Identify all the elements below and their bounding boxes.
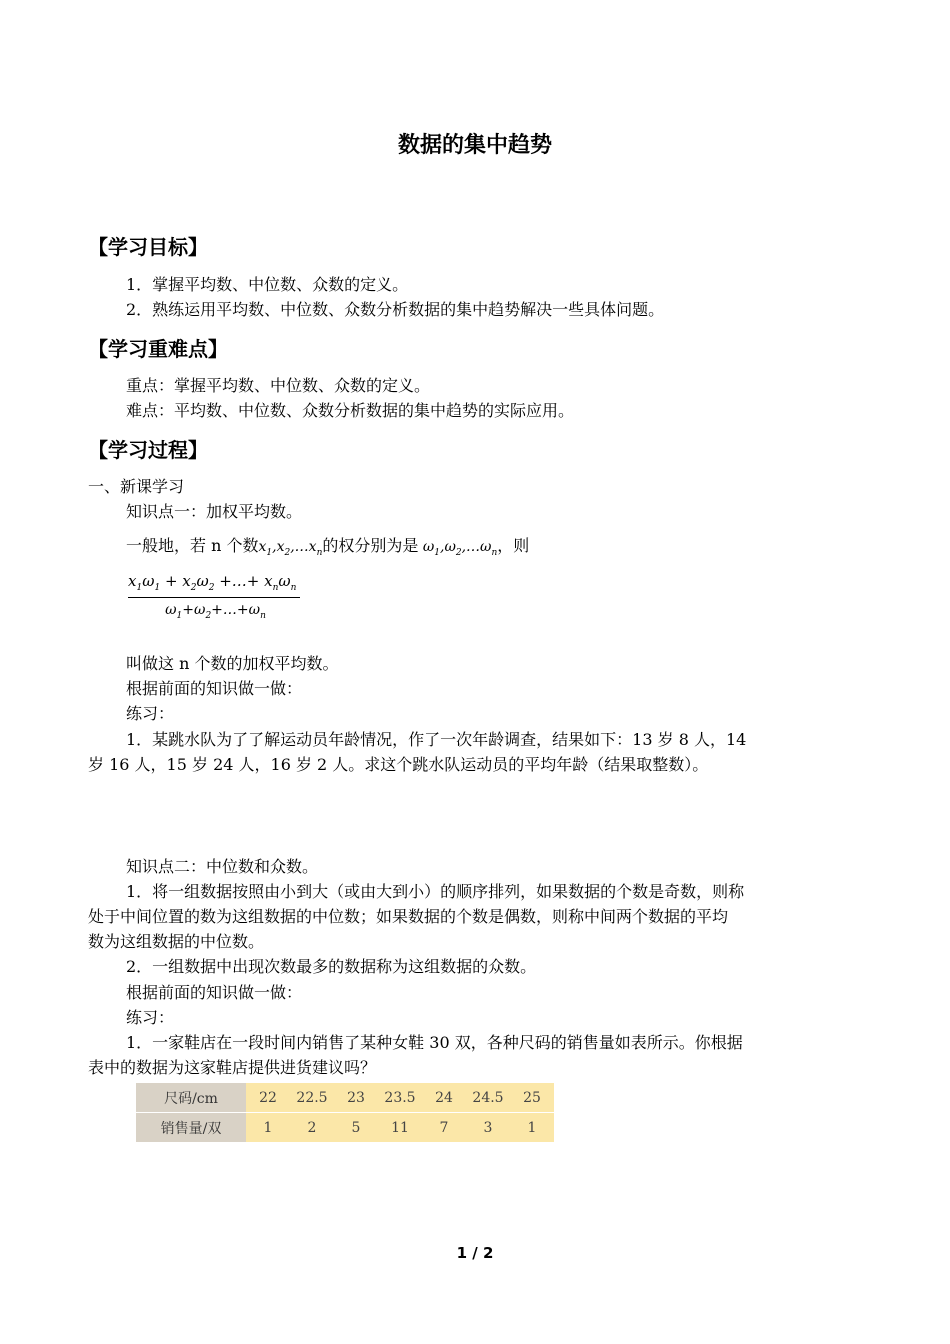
knowledge-point-2: 知识点二：中位数和众数。 [126,857,319,876]
row-header-size: 尺码/cm [136,1083,246,1113]
formula-numerator: $x_1\omega_1 + x_2\omega_2$ +…+ $x_n\omega_n$ [128,572,297,593]
knowledge-point-1: 知识点一：加权平均数。 [126,502,303,521]
sales-cell: 3 [466,1113,510,1143]
objective-2: 2．熟练运用平均数、中位数、众数分析数据的集中趋势解决一些具体问题。 [126,300,665,319]
exercise-2-line-2: 表中的数据为这家鞋店提供进货建议吗？ [88,1058,377,1077]
general-mid: 的权分别为是 [322,536,419,555]
median-def-line-3: 数为这组数据的中位数。 [88,932,265,951]
size-cell: 23 [334,1083,378,1113]
page-number: 1 / 2 [456,1244,494,1262]
formula-denominator: $\omega_1+\omega_2+\dots+\omega_n$ [165,602,266,621]
median-def-line-2: 处于中间位置的数为这组数据的中位数；如果数据的个数是偶数，则称中间两个数据的平均 [88,907,729,926]
practice-2-label: 练习： [126,1008,175,1027]
table-row [136,1113,554,1143]
mode-def: 2．一组数据中出现次数最多的数据称为这组数据的众数。 [126,957,537,976]
size-cell: 22.5 [290,1083,334,1113]
weighted-mean-definition: 叫做这 n 个数的加权平均数。 [126,654,339,673]
sales-cell: 11 [378,1113,422,1143]
sales-cell: 1 [510,1113,554,1143]
size-cell: 25 [510,1083,554,1113]
practice-1-label: 练习： [126,704,175,723]
do-it-2: 根据前面的知识做一做： [126,983,303,1002]
size-cell: 24 [422,1083,466,1113]
heading-keypoints: 【学习重难点】 [88,337,228,361]
row-header-sales: 销售量/双 [136,1113,246,1143]
weighted-mean-formula [128,572,303,621]
page-title: 数据的集中趋势 [397,133,552,158]
w-sequence: $\omega_1,\omega_2,\dots\omega_n$ [418,539,498,558]
general-statement [126,533,529,558]
general-post: ，则 [497,536,530,555]
part-new-lesson: 一、新课学习 [88,477,185,496]
sales-cell: 5 [334,1113,378,1143]
heading-process: 【学习过程】 [88,438,208,462]
exercise-1-line-1: 1．某跳水队为了了解运动员年龄情况，作了一次年龄调查，结果如下：13 岁 8 人，14 [126,730,747,749]
objective-1: 1．掌握平均数、中位数、众数的定义。 [126,275,409,294]
size-cell: 24.5 [466,1083,510,1113]
median-def-line-1: 1．将一组数据按照由小到大（或由大到小）的顺序排列，如果数据的个数是奇数，则称 [126,882,745,901]
keypoint-focus: 重点：掌握平均数、中位数、众数的定义。 [126,376,431,395]
do-it-1: 根据前面的知识做一做： [126,679,303,698]
table-row [136,1083,554,1113]
heading-objectives: 【学习目标】 [88,235,208,259]
formula-fraction-bar [128,597,300,598]
size-cell: 23.5 [378,1083,422,1113]
sales-cell: 7 [422,1113,466,1143]
x-sequence: $x_1,x_2,\dots x_n$ [258,539,323,558]
keypoint-difficulty: 难点：平均数、中位数、众数分析数据的集中趋势的实际应用。 [126,401,575,420]
sales-cell: 2 [290,1113,334,1143]
shoe-sales-table [136,1083,554,1143]
exercise-2-line-1: 1．一家鞋店在一段时间内销售了某种女鞋 30 双，各种尺码的销售量如表所示。你根据 [126,1033,743,1052]
general-pre: 一般地，若 n 个数 [126,536,259,555]
sales-cell: 1 [246,1113,290,1143]
exercise-1-line-2: 岁 16 人，15 岁 24 人，16 岁 2 人。求这个跳水队运动员的平均年龄（结果取整数）。 [88,755,709,774]
size-cell: 22 [246,1083,290,1113]
